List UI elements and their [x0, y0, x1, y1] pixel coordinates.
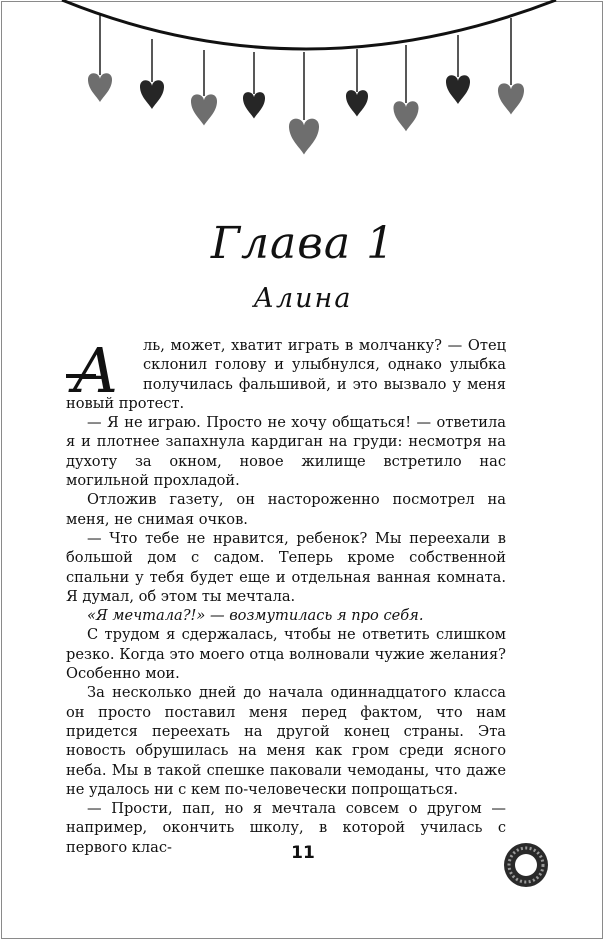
- heart-icon: [498, 83, 524, 114]
- heart-icon: [88, 73, 112, 102]
- paragraph: — Прости, пап, но я мечтала совсем о другом — например, окончить школу, в которой училась с первого клас-: [66, 800, 506, 856]
- page-number: 11: [291, 843, 315, 863]
- paragraph: За несколько дней до начала одиннадцатого класса он просто поставил меня перед фактом, что нам придется переехать на другой конец страны. Эта новость обрушилась на меня как гром среди ясного неба. Мы в такой спешке паковали чемоданы, что даже не удалось ни с кем по-человечески попрощаться.: [66, 684, 506, 798]
- paragraph: — Что тебе не нравится, ребенок? Мы переехали в большой дом с садом. Теперь кроме собственной спальни у тебя будет еще и отдельная ванная комната. Я думал, об этом ты мечтала.: [66, 529, 506, 605]
- paragraph: Отложив газету, он настороженно посмотрел на меня, не снимая очков.: [66, 491, 506, 528]
- heart-icon: [243, 92, 265, 118]
- chapter-subtitle: Алина: [253, 283, 353, 314]
- heart-icon: [140, 80, 164, 109]
- chapter-body: [66, 336, 506, 857]
- paragraph: — Я не играю. Просто не хочу общаться! — ответила я и плотнее запахнула кардиган на груди: несмотря на духоту за окном, новое жилище встретило нас могильной прохладой.: [66, 414, 506, 490]
- heart-icon: [446, 75, 470, 104]
- heart-icon: [393, 101, 418, 131]
- hanging-hearts-garland: [0, 0, 606, 170]
- heart-icon: [346, 90, 368, 116]
- paragraph-italic: «Я мечтала?!» — возмутилась я про себя.: [87, 607, 424, 625]
- circular-badge-icon: [503, 842, 549, 888]
- garland-string: [62, 0, 556, 49]
- paragraph: ль, может, хватит играть в молчанку? — Отец склонил голову и улыбнулся, однако улыбка получилась фальшивой, и это вызвало у меня новый протест.: [66, 337, 506, 412]
- heart-icon: [289, 119, 319, 155]
- chapter-title: Глава 1: [210, 218, 396, 269]
- paragraph: С трудом я сдержалась, чтобы не ответить слишком резко. Когда это моего отца волновали чужие желания? Особенно мои.: [66, 626, 506, 683]
- heart-icon: [191, 94, 217, 125]
- drop-cap: А: [72, 334, 119, 407]
